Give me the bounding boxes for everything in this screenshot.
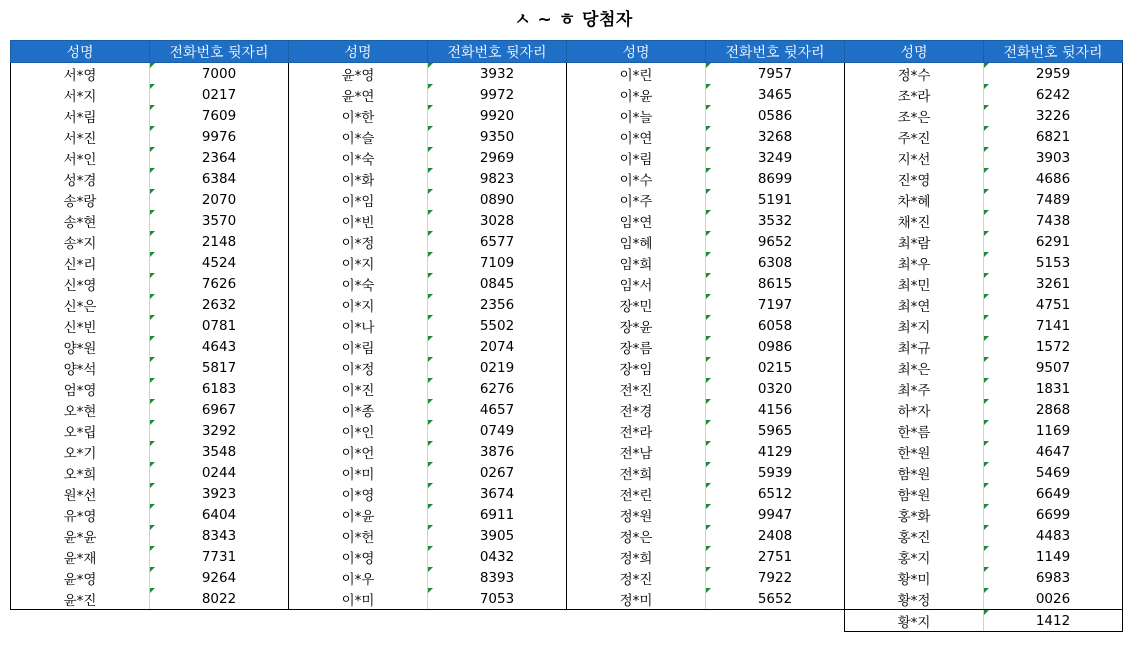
page-title: ㅅ ~ ㅎ 당첨자 — [514, 10, 633, 30]
phone-digits-cell: 2364 — [150, 147, 289, 168]
winner-name-cell: 최*우 — [845, 252, 984, 273]
winner-name-cell: 오*현 — [11, 399, 150, 420]
phone-digits-cell: 4686 — [984, 168, 1123, 189]
phone-digits-cell: 6058 — [706, 315, 845, 336]
phone-digits-cell: 2356 — [428, 294, 567, 315]
table-row — [11, 525, 1123, 546]
phone-digits-cell: 0215 — [706, 357, 845, 378]
phone-digits-cell: 0749 — [428, 420, 567, 441]
table-row — [11, 147, 1123, 168]
phone-digits-cell: 3570 — [150, 210, 289, 231]
winner-name-cell: 정*미 — [567, 588, 706, 610]
winner-name-cell: 윤*윤 — [11, 525, 150, 546]
name-header: 성명 — [845, 41, 984, 63]
winner-name-cell: 오*기 — [11, 441, 150, 462]
winner-name-cell: 윤*재 — [11, 546, 150, 567]
phone-digits-cell: 7922 — [706, 567, 845, 588]
phone-digits-cell: 6821 — [984, 126, 1123, 147]
phone-digits-cell: 5817 — [150, 357, 289, 378]
phone-digits-cell: 2751 — [706, 546, 845, 567]
phone-digits-cell: 7109 — [428, 252, 567, 273]
phone-header: 전화번호 뒷자리 — [428, 41, 567, 63]
winner-name-cell: 최*민 — [845, 273, 984, 294]
winner-name-cell: 한*름 — [845, 420, 984, 441]
phone-digits-cell: 7609 — [150, 105, 289, 126]
phone-digits-cell: 6183 — [150, 378, 289, 399]
phone-digits-cell: 7141 — [984, 315, 1123, 336]
phone-digits-cell: 4483 — [984, 525, 1123, 546]
table-row — [11, 483, 1123, 504]
phone-digits-cell: 6384 — [150, 168, 289, 189]
phone-digits-cell: 5191 — [706, 189, 845, 210]
winner-name-cell: 신*은 — [11, 294, 150, 315]
winner-name-cell: 전*린 — [567, 483, 706, 504]
winner-name-cell: 이*영 — [289, 546, 428, 567]
phone-digits-cell: 3903 — [984, 147, 1123, 168]
phone-digits-cell: 7489 — [984, 189, 1123, 210]
phone-digits-cell: 0845 — [428, 273, 567, 294]
winner-name-cell: 양*석 — [11, 357, 150, 378]
winner-name-cell: 진*영 — [845, 168, 984, 189]
winner-name-cell: 서*인 — [11, 147, 150, 168]
winner-name-cell: 오*희 — [11, 462, 150, 483]
phone-digits-cell: 7000 — [150, 63, 289, 85]
winner-name-cell: 전*라 — [567, 420, 706, 441]
phone-digits-cell: 9823 — [428, 168, 567, 189]
table-row — [11, 231, 1123, 252]
winner-name-cell: 임*연 — [567, 210, 706, 231]
phone-digits-cell: 9350 — [428, 126, 567, 147]
winner-name-cell: 이*빈 — [289, 210, 428, 231]
phone-digits-cell: 0026 — [984, 588, 1123, 610]
winner-name-cell: 전*경 — [567, 399, 706, 420]
winner-name-cell: 함*원 — [845, 483, 984, 504]
phone-digits-cell: 5502 — [428, 315, 567, 336]
phone-digits-cell: 2070 — [150, 189, 289, 210]
winner-name-cell: 서*진 — [11, 126, 150, 147]
phone-digits-cell: 8022 — [150, 588, 289, 610]
phone-digits-cell: 4751 — [984, 294, 1123, 315]
winner-name-cell: 황*미 — [845, 567, 984, 588]
winner-name-cell: 정*원 — [567, 504, 706, 525]
name-header: 성명 — [567, 41, 706, 63]
phone-digits-cell: 6649 — [984, 483, 1123, 504]
winners-body — [11, 63, 1123, 632]
phone-digits-cell: 2408 — [706, 525, 845, 546]
winner-name-cell: 윤*진 — [11, 588, 150, 610]
empty-cell — [150, 610, 289, 632]
winner-name-cell: 임*서 — [567, 273, 706, 294]
name-header: 성명 — [289, 41, 428, 63]
phone-digits-cell: 6967 — [150, 399, 289, 420]
winner-name-cell: 장*윤 — [567, 315, 706, 336]
winner-name-cell: 조*은 — [845, 105, 984, 126]
empty-cell — [428, 610, 567, 632]
phone-digits-cell: 3932 — [428, 63, 567, 85]
table-row — [11, 84, 1123, 105]
winner-name-cell: 정*희 — [567, 546, 706, 567]
winner-name-cell: 이*임 — [289, 189, 428, 210]
winner-name-cell: 신*리 — [11, 252, 150, 273]
phone-digits-cell: 4129 — [706, 441, 845, 462]
phone-digits-cell: 8343 — [150, 525, 289, 546]
winner-name-cell: 장*임 — [567, 357, 706, 378]
phone-digits-cell: 7438 — [984, 210, 1123, 231]
winner-name-cell: 이*지 — [289, 252, 428, 273]
winner-name-cell: 정*은 — [567, 525, 706, 546]
winner-name-cell: 이*나 — [289, 315, 428, 336]
phone-digits-cell: 9507 — [984, 357, 1123, 378]
winner-name-cell: 황*지 — [845, 610, 984, 632]
winner-name-cell: 정*수 — [845, 63, 984, 85]
phone-digits-cell: 0267 — [428, 462, 567, 483]
phone-digits-cell: 5469 — [984, 462, 1123, 483]
winner-name-cell: 송*지 — [11, 231, 150, 252]
winner-name-cell: 송*현 — [11, 210, 150, 231]
winner-name-cell: 양*원 — [11, 336, 150, 357]
winner-name-cell: 엄*영 — [11, 378, 150, 399]
table-row — [11, 315, 1123, 336]
winner-name-cell: 이*우 — [289, 567, 428, 588]
phone-digits-cell: 1572 — [984, 336, 1123, 357]
phone-digits-cell: 1169 — [984, 420, 1123, 441]
phone-digits-cell: 4643 — [150, 336, 289, 357]
phone-digits-cell: 0244 — [150, 462, 289, 483]
winner-name-cell: 신*빈 — [11, 315, 150, 336]
winner-name-cell: 최*지 — [845, 315, 984, 336]
phone-digits-cell: 5153 — [984, 252, 1123, 273]
winner-name-cell: 서*림 — [11, 105, 150, 126]
phone-digits-cell: 6404 — [150, 504, 289, 525]
winner-name-cell: 임*희 — [567, 252, 706, 273]
winner-name-cell: 최*규 — [845, 336, 984, 357]
winner-name-cell: 이*한 — [289, 105, 428, 126]
table-row — [11, 588, 1123, 610]
winner-name-cell: 지*선 — [845, 147, 984, 168]
winner-name-cell: 이*미 — [289, 588, 428, 610]
winner-name-cell: 이*주 — [567, 189, 706, 210]
phone-digits-cell: 3532 — [706, 210, 845, 231]
table-row — [11, 378, 1123, 399]
phone-digits-cell: 2148 — [150, 231, 289, 252]
winner-name-cell: 이*언 — [289, 441, 428, 462]
winner-name-cell: 홍*지 — [845, 546, 984, 567]
phone-digits-cell: 3249 — [706, 147, 845, 168]
winner-name-cell: 유*영 — [11, 504, 150, 525]
phone-digits-cell: 0586 — [706, 105, 845, 126]
phone-digits-cell: 9920 — [428, 105, 567, 126]
phone-digits-cell: 5965 — [706, 420, 845, 441]
winner-name-cell: 이*정 — [289, 357, 428, 378]
phone-digits-cell: 3226 — [984, 105, 1123, 126]
phone-digits-cell: 9264 — [150, 567, 289, 588]
winner-name-cell: 이*린 — [567, 63, 706, 85]
phone-digits-cell: 0432 — [428, 546, 567, 567]
phone-digits-cell: 0890 — [428, 189, 567, 210]
winner-name-cell: 한*원 — [845, 441, 984, 462]
phone-header: 전화번호 뒷자리 — [984, 41, 1123, 63]
table-row — [11, 357, 1123, 378]
table-row — [11, 399, 1123, 420]
winner-name-cell: 이*종 — [289, 399, 428, 420]
winner-name-cell: 송*랑 — [11, 189, 150, 210]
winner-name-cell: 함*원 — [845, 462, 984, 483]
winner-name-cell: 전*희 — [567, 462, 706, 483]
phone-digits-cell: 0986 — [706, 336, 845, 357]
winner-name-cell: 서*영 — [11, 63, 150, 85]
phone-digits-cell: 7626 — [150, 273, 289, 294]
winner-name-cell: 이*화 — [289, 168, 428, 189]
phone-digits-cell: 0219 — [428, 357, 567, 378]
phone-header: 전화번호 뒷자리 — [706, 41, 845, 63]
phone-digits-cell: 7053 — [428, 588, 567, 610]
winner-name-cell: 최*은 — [845, 357, 984, 378]
phone-digits-cell: 2074 — [428, 336, 567, 357]
winner-name-cell: 주*진 — [845, 126, 984, 147]
winner-name-cell: 전*남 — [567, 441, 706, 462]
table-row — [11, 273, 1123, 294]
winner-name-cell: 임*혜 — [567, 231, 706, 252]
table-row — [11, 610, 1123, 632]
winner-name-cell: 정*진 — [567, 567, 706, 588]
winner-name-cell: 이*숙 — [289, 273, 428, 294]
winner-name-cell: 성*경 — [11, 168, 150, 189]
winner-name-cell: 하*자 — [845, 399, 984, 420]
winner-name-cell: 이*영 — [289, 483, 428, 504]
winners-table — [10, 40, 1123, 632]
phone-digits-cell: 3261 — [984, 273, 1123, 294]
winner-name-cell: 윤*영 — [289, 63, 428, 85]
winner-name-cell: 장*름 — [567, 336, 706, 357]
winner-name-cell: 서*지 — [11, 84, 150, 105]
winner-name-cell: 황*정 — [845, 588, 984, 610]
winner-name-cell: 이*연 — [567, 126, 706, 147]
winner-name-cell: 이*지 — [289, 294, 428, 315]
table-row — [11, 168, 1123, 189]
table-row — [11, 420, 1123, 441]
winner-name-cell: 장*민 — [567, 294, 706, 315]
phone-digits-cell: 6276 — [428, 378, 567, 399]
phone-digits-cell: 6983 — [984, 567, 1123, 588]
phone-digits-cell: 2969 — [428, 147, 567, 168]
winner-name-cell: 차*혜 — [845, 189, 984, 210]
winner-name-cell: 이*숙 — [289, 147, 428, 168]
phone-digits-cell: 6577 — [428, 231, 567, 252]
phone-digits-cell: 9652 — [706, 231, 845, 252]
winner-name-cell: 이*슬 — [289, 126, 428, 147]
phone-digits-cell: 9947 — [706, 504, 845, 525]
phone-digits-cell: 1412 — [984, 610, 1123, 632]
empty-cell — [289, 610, 428, 632]
winner-name-cell: 채*진 — [845, 210, 984, 231]
phone-digits-cell: 3548 — [150, 441, 289, 462]
phone-digits-cell: 6699 — [984, 504, 1123, 525]
winner-name-cell: 최*연 — [845, 294, 984, 315]
phone-digits-cell: 8393 — [428, 567, 567, 588]
phone-digits-cell: 6911 — [428, 504, 567, 525]
phone-digits-cell: 4657 — [428, 399, 567, 420]
phone-digits-cell: 3028 — [428, 210, 567, 231]
phone-digits-cell: 7957 — [706, 63, 845, 85]
table-row — [11, 294, 1123, 315]
phone-digits-cell: 2959 — [984, 63, 1123, 85]
phone-digits-cell: 0781 — [150, 315, 289, 336]
winner-name-cell: 이*수 — [567, 168, 706, 189]
winner-name-cell: 이*진 — [289, 378, 428, 399]
winner-name-cell: 원*선 — [11, 483, 150, 504]
phone-digits-cell: 6308 — [706, 252, 845, 273]
winner-name-cell: 신*영 — [11, 273, 150, 294]
winner-name-cell: 최*주 — [845, 378, 984, 399]
phone-header: 전화번호 뒷자리 — [150, 41, 289, 63]
phone-digits-cell: 9972 — [428, 84, 567, 105]
empty-cell — [706, 610, 845, 632]
header-row — [11, 41, 1123, 63]
winner-name-cell: 최*람 — [845, 231, 984, 252]
phone-digits-cell: 6291 — [984, 231, 1123, 252]
winner-name-cell: 조*라 — [845, 84, 984, 105]
phone-digits-cell: 0320 — [706, 378, 845, 399]
phone-digits-cell: 6512 — [706, 483, 845, 504]
table-row — [11, 105, 1123, 126]
table-row — [11, 567, 1123, 588]
phone-digits-cell: 3674 — [428, 483, 567, 504]
winner-name-cell: 이*늘 — [567, 105, 706, 126]
winner-name-cell: 전*진 — [567, 378, 706, 399]
winner-name-cell: 윤*연 — [289, 84, 428, 105]
phone-digits-cell: 2632 — [150, 294, 289, 315]
winner-name-cell: 홍*화 — [845, 504, 984, 525]
winner-name-cell: 홍*진 — [845, 525, 984, 546]
table-row — [11, 210, 1123, 231]
table-row — [11, 252, 1123, 273]
phone-digits-cell: 7731 — [150, 546, 289, 567]
table-row — [11, 441, 1123, 462]
table-row — [11, 126, 1123, 147]
winner-name-cell: 오*립 — [11, 420, 150, 441]
phone-digits-cell: 4156 — [706, 399, 845, 420]
table-row — [11, 189, 1123, 210]
winner-name-cell: 이*림 — [567, 147, 706, 168]
phone-digits-cell: 2868 — [984, 399, 1123, 420]
table-row — [11, 504, 1123, 525]
phone-digits-cell: 5939 — [706, 462, 845, 483]
phone-digits-cell: 8699 — [706, 168, 845, 189]
winner-name-cell: 이*미 — [289, 462, 428, 483]
table-row — [11, 63, 1123, 85]
winner-name-cell: 이*헌 — [289, 525, 428, 546]
phone-digits-cell: 7197 — [706, 294, 845, 315]
phone-digits-cell: 3923 — [150, 483, 289, 504]
winner-name-cell: 윤*영 — [11, 567, 150, 588]
phone-digits-cell: 8615 — [706, 273, 845, 294]
phone-digits-cell: 4647 — [984, 441, 1123, 462]
empty-cell — [11, 610, 150, 632]
phone-digits-cell: 3268 — [706, 126, 845, 147]
name-header: 성명 — [11, 41, 150, 63]
phone-digits-cell: 3905 — [428, 525, 567, 546]
phone-digits-cell: 0217 — [150, 84, 289, 105]
phone-digits-cell: 4524 — [150, 252, 289, 273]
table-row — [11, 336, 1123, 357]
phone-digits-cell: 1831 — [984, 378, 1123, 399]
table-row — [11, 546, 1123, 567]
table-row — [11, 462, 1123, 483]
winner-name-cell: 이*정 — [289, 231, 428, 252]
winner-name-cell: 이*인 — [289, 420, 428, 441]
empty-cell — [567, 610, 706, 632]
phone-digits-cell: 9976 — [150, 126, 289, 147]
phone-digits-cell: 6242 — [984, 84, 1123, 105]
phone-digits-cell: 3876 — [428, 441, 567, 462]
phone-digits-cell: 3292 — [150, 420, 289, 441]
phone-digits-cell: 5652 — [706, 588, 845, 610]
winner-name-cell: 이*윤 — [289, 504, 428, 525]
winner-name-cell: 이*윤 — [567, 84, 706, 105]
winner-name-cell: 이*림 — [289, 336, 428, 357]
phone-digits-cell: 3465 — [706, 84, 845, 105]
phone-digits-cell: 1149 — [984, 546, 1123, 567]
